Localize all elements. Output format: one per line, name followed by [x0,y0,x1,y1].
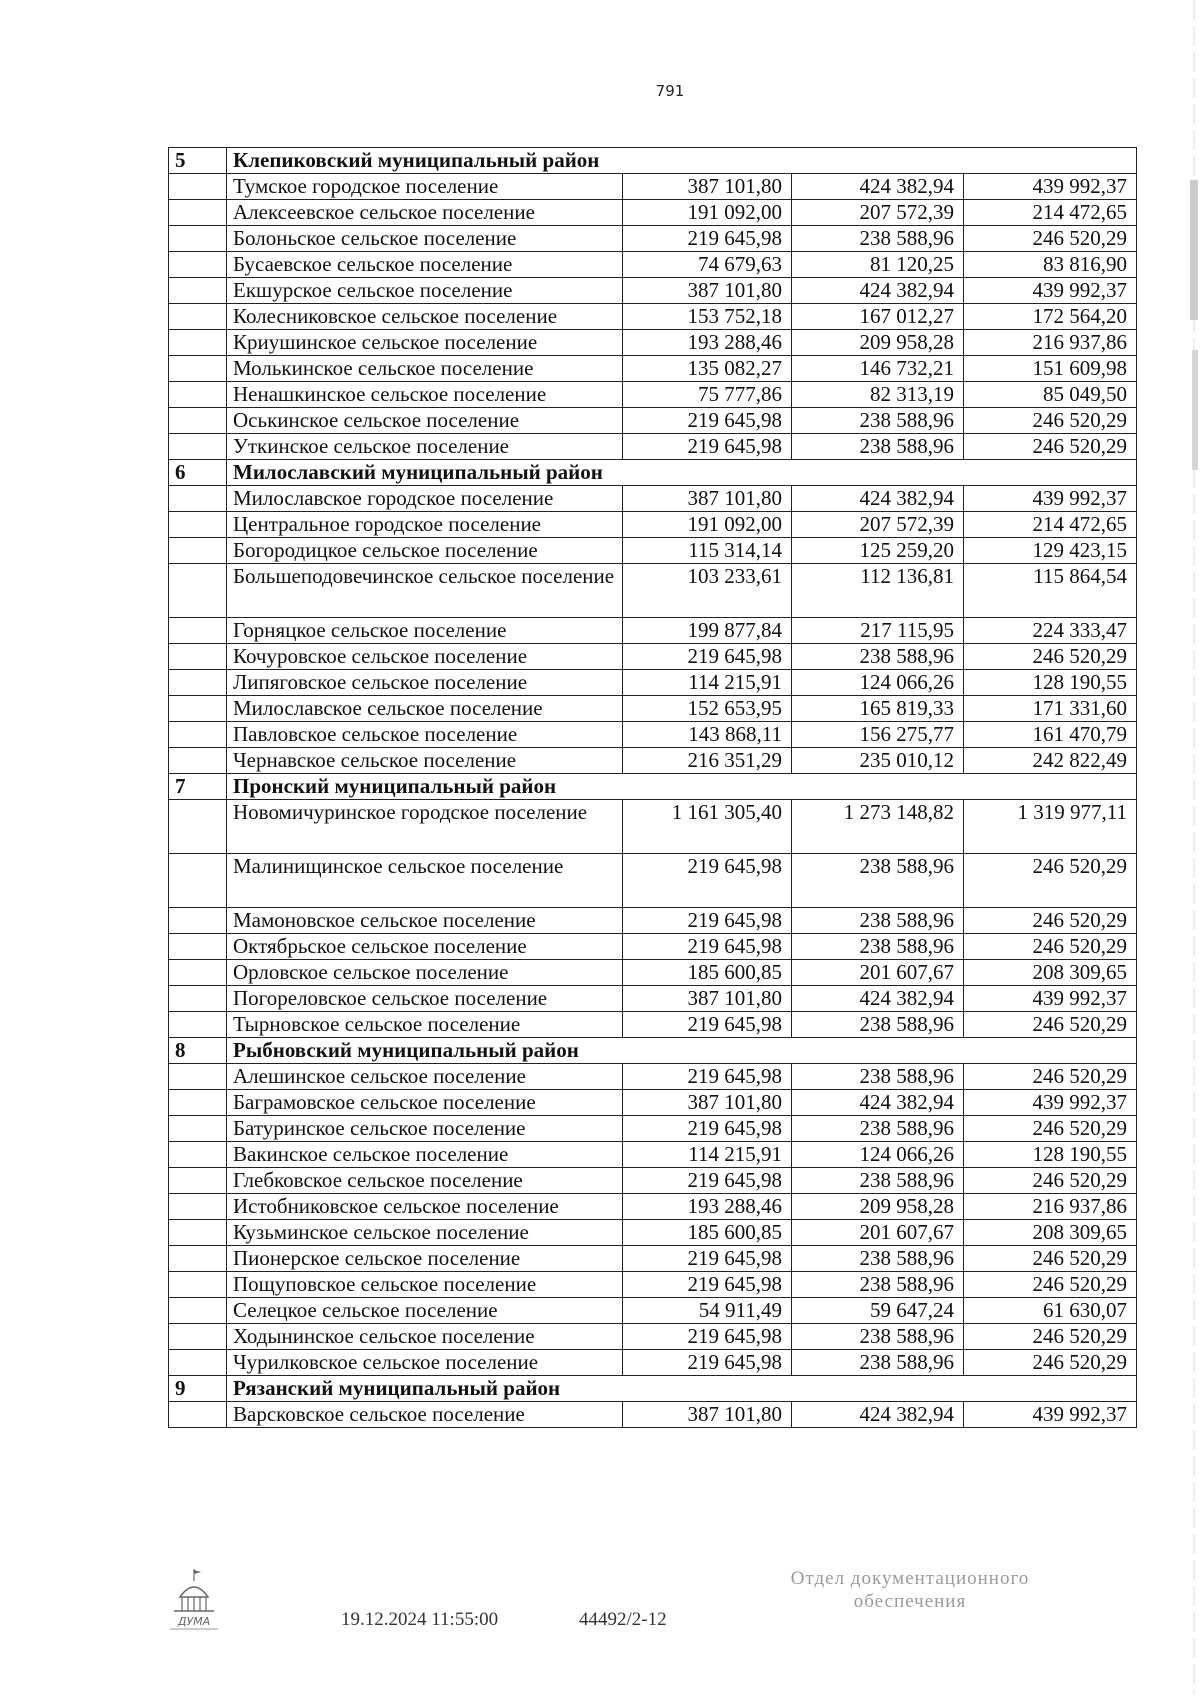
amount-year-2: 238 588,96 [792,1012,964,1038]
settlement-name: Большеподовечинское сельское поселение [227,564,623,618]
empty-index-cell [169,1090,227,1116]
amount-year-1: 193 288,46 [623,1194,792,1220]
empty-index-cell [169,670,227,696]
empty-index-cell [169,278,227,304]
empty-index-cell [169,1064,227,1090]
district-title: Милославский муниципальный район [227,460,1137,486]
amount-year-2: 238 588,96 [792,1324,964,1350]
empty-index-cell [169,722,227,748]
table-row [169,800,1137,854]
amount-year-3: 214 472,65 [964,512,1137,538]
duma-building-logo-icon [168,1567,232,1631]
district-header-row [169,774,1137,800]
table-row [169,1142,1137,1168]
amount-year-1: 219 645,98 [623,1168,792,1194]
table-row [169,1064,1137,1090]
amount-year-2: 217 115,95 [792,618,964,644]
table-row [169,356,1137,382]
empty-index-cell [169,1272,227,1298]
table-row [169,934,1137,960]
amount-year-1: 114 215,91 [623,1142,792,1168]
empty-index-cell [169,330,227,356]
amount-year-3: 171 331,60 [964,696,1137,722]
amount-year-3: 246 520,29 [964,1064,1137,1090]
empty-index-cell [169,854,227,908]
stamp-line-1: Отдел документационного [790,1568,1030,1589]
amount-year-1: 143 868,11 [623,722,792,748]
amount-year-2: 59 647,24 [792,1298,964,1324]
empty-index-cell [169,382,227,408]
amount-year-1: 185 600,85 [623,960,792,986]
amount-year-1: 219 645,98 [623,1350,792,1376]
district-title: Клепиковский муниципальный район [227,148,1137,174]
amount-year-1: 115 314,14 [623,538,792,564]
table-row [169,696,1137,722]
settlement-name: Оськинское сельское поселение [227,408,623,434]
district-number: 8 [169,1038,227,1064]
settlement-name: Кузьминское сельское поселение [227,1220,623,1246]
settlement-name: Вакинское сельское поселение [227,1142,623,1168]
amount-year-3: 208 309,65 [964,960,1137,986]
amount-year-2: 201 607,67 [792,1220,964,1246]
empty-index-cell [169,960,227,986]
table-row [169,226,1137,252]
table-row [169,960,1137,986]
amount-year-1: 191 092,00 [623,200,792,226]
amount-year-3: 439 992,37 [964,1402,1137,1428]
amount-year-3: 246 520,29 [964,408,1137,434]
district-number: 5 [169,148,227,174]
district-number: 9 [169,1376,227,1402]
amount-year-3: 246 520,29 [964,908,1137,934]
amount-year-2: 209 958,28 [792,330,964,356]
amount-year-1: 219 645,98 [623,934,792,960]
empty-index-cell [169,908,227,934]
amount-year-2: 235 010,12 [792,748,964,774]
settlement-name: Бусаевское сельское поселение [227,252,623,278]
amount-year-2: 424 382,94 [792,1402,964,1428]
district-header-row [169,460,1137,486]
settlement-name: Чурилковское сельское поселение [227,1350,623,1376]
empty-index-cell [169,1246,227,1272]
settlement-name: Ходынинское сельское поселение [227,1324,623,1350]
amount-year-3: 128 190,55 [964,670,1137,696]
amount-year-1: 103 233,61 [623,564,792,618]
settlement-name: Милославское городское поселение [227,486,623,512]
empty-index-cell [169,564,227,618]
settlement-name: Орловское сельское поселение [227,960,623,986]
empty-index-cell [169,200,227,226]
settlement-name: Тырновское сельское поселение [227,1012,623,1038]
amount-year-2: 238 588,96 [792,1350,964,1376]
amount-year-3: 216 937,86 [964,1194,1137,1220]
empty-index-cell [169,1116,227,1142]
amount-year-2: 238 588,96 [792,854,964,908]
empty-index-cell [169,1168,227,1194]
amount-year-3: 246 520,29 [964,1168,1137,1194]
amount-year-1: 75 777,86 [623,382,792,408]
amount-year-3: 151 609,98 [964,356,1137,382]
settlement-name: Пионерское сельское поселение [227,1246,623,1272]
amount-year-1: 387 101,80 [623,1402,792,1428]
amount-year-1: 54 911,49 [623,1298,792,1324]
empty-index-cell [169,356,227,382]
table-row [169,434,1137,460]
amount-year-2: 424 382,94 [792,986,964,1012]
amount-year-3: 246 520,29 [964,1272,1137,1298]
settlement-name: Центральное городское поселение [227,512,623,538]
table-row [169,908,1137,934]
amount-year-3: 85 049,50 [964,382,1137,408]
amount-year-1: 219 645,98 [623,854,792,908]
amount-year-3: 216 937,86 [964,330,1137,356]
settlement-name: Молькинское сельское поселение [227,356,623,382]
amount-year-2: 112 136,81 [792,564,964,618]
settlement-name: Глебковское сельское поселение [227,1168,623,1194]
amount-year-3: 161 470,79 [964,722,1137,748]
settlement-name: Колесниковское сельское поселение [227,304,623,330]
amount-year-1: 193 288,46 [623,330,792,356]
table-row [169,1298,1137,1324]
amount-year-3: 242 822,49 [964,748,1137,774]
table-row [169,382,1137,408]
table-row [169,408,1137,434]
settlement-name: Болоньское сельское поселение [227,226,623,252]
table-row [169,252,1137,278]
footer-date: 19.12.2024 11:55:00 [341,1609,499,1630]
amount-year-3: 246 520,29 [964,854,1137,908]
table-row [169,854,1137,908]
amount-year-2: 424 382,94 [792,174,964,200]
table-row [169,1194,1137,1220]
settlement-name: Пощуповское сельское поселение [227,1272,623,1298]
amount-year-3: 246 520,29 [964,1324,1137,1350]
amount-year-1: 152 653,95 [623,696,792,722]
amount-year-1: 219 645,98 [623,908,792,934]
table-row [169,1402,1137,1428]
amount-year-3: 246 520,29 [964,226,1137,252]
table-row [169,512,1137,538]
settlement-name: Селецкое сельское поселение [227,1298,623,1324]
amount-year-3: 214 472,65 [964,200,1137,226]
amount-year-1: 387 101,80 [623,986,792,1012]
amount-year-3: 246 520,29 [964,1350,1137,1376]
amount-year-1: 114 215,91 [623,670,792,696]
amount-year-3: 1 319 977,11 [964,800,1137,854]
amount-year-2: 238 588,96 [792,408,964,434]
settlement-name: Новомичуринское городское поселение [227,800,623,854]
amount-year-1: 219 645,98 [623,1012,792,1038]
empty-index-cell [169,934,227,960]
amount-year-1: 216 351,29 [623,748,792,774]
empty-index-cell [169,174,227,200]
amount-year-3: 246 520,29 [964,1116,1137,1142]
table-row [169,1246,1137,1272]
settlement-name: Чернавское сельское поселение [227,748,623,774]
amount-year-2: 201 607,67 [792,960,964,986]
settlement-name: Алексеевское сельское поселение [227,200,623,226]
table-row [169,1116,1137,1142]
table-row [169,174,1137,200]
amount-year-2: 81 120,25 [792,252,964,278]
amount-year-2: 238 588,96 [792,644,964,670]
table-row [169,1272,1137,1298]
amount-year-2: 238 588,96 [792,1272,964,1298]
empty-index-cell [169,304,227,330]
amount-year-1: 219 645,98 [623,1272,792,1298]
amount-year-1: 387 101,80 [623,486,792,512]
table-row [169,1012,1137,1038]
settlement-name: Малинищинское сельское поселение [227,854,623,908]
empty-index-cell [169,748,227,774]
district-number: 6 [169,460,227,486]
amount-year-1: 219 645,98 [623,644,792,670]
department-stamp [745,1567,1075,1613]
amount-year-2: 424 382,94 [792,486,964,512]
amount-year-3: 224 333,47 [964,618,1137,644]
empty-index-cell [169,538,227,564]
table-row [169,618,1137,644]
table-row [169,564,1137,618]
amount-year-1: 199 877,84 [623,618,792,644]
amount-year-3: 115 864,54 [964,564,1137,618]
amount-year-3: 439 992,37 [964,486,1137,512]
amount-year-3: 439 992,37 [964,278,1137,304]
table-row [169,200,1137,226]
amount-year-2: 238 588,96 [792,934,964,960]
settlement-name: Екшурское сельское поселение [227,278,623,304]
amount-year-2: 207 572,39 [792,512,964,538]
svg-text:ДУМА: ДУМА [177,1615,211,1628]
table-row [169,1220,1137,1246]
amount-year-2: 125 259,20 [792,538,964,564]
amount-year-1: 219 645,98 [623,408,792,434]
empty-index-cell [169,252,227,278]
amount-year-3: 246 520,29 [964,1246,1137,1272]
amount-year-3: 61 630,07 [964,1298,1137,1324]
amount-year-2: 424 382,94 [792,278,964,304]
amount-year-3: 83 816,90 [964,252,1137,278]
settlement-name: Криушинское сельское поселение [227,330,623,356]
settlement-name: Варсковское сельское поселение [227,1402,623,1428]
amount-year-1: 387 101,80 [623,174,792,200]
amount-year-2: 146 732,21 [792,356,964,382]
table-row [169,304,1137,330]
district-number: 7 [169,774,227,800]
empty-index-cell [169,1142,227,1168]
settlement-name: Уткинское сельское поселение [227,434,623,460]
amount-year-2: 238 588,96 [792,908,964,934]
district-header-row [169,1038,1137,1064]
table-row [169,722,1137,748]
table-row [169,538,1137,564]
amount-year-3: 246 520,29 [964,934,1137,960]
amount-year-3: 128 190,55 [964,1142,1137,1168]
table-row [169,1168,1137,1194]
amount-year-2: 1 273 148,82 [792,800,964,854]
district-header-row [169,148,1137,174]
empty-index-cell [169,434,227,460]
amount-year-3: 439 992,37 [964,1090,1137,1116]
table-row [169,670,1137,696]
amount-year-1: 219 645,98 [623,1116,792,1142]
empty-index-cell [169,644,227,670]
settlement-name: Истобниковское сельское поселение [227,1194,623,1220]
scan-edge-artifact [1182,0,1200,1695]
amount-year-1: 387 101,80 [623,278,792,304]
amount-year-1: 135 082,27 [623,356,792,382]
table-row [169,278,1137,304]
empty-index-cell [169,1324,227,1350]
empty-index-cell [169,1350,227,1376]
empty-index-cell [169,1298,227,1324]
amount-year-2: 124 066,26 [792,670,964,696]
amount-year-2: 238 588,96 [792,226,964,252]
amount-year-2: 207 572,39 [792,200,964,226]
amount-year-1: 387 101,80 [623,1090,792,1116]
settlement-name: Павловское сельское поселение [227,722,623,748]
amount-year-2: 167 012,27 [792,304,964,330]
table-row [169,986,1137,1012]
footer-registration-number: 44492/2-12 [579,1609,667,1630]
amount-year-3: 439 992,37 [964,174,1137,200]
table-row [169,644,1137,670]
table-row [169,486,1137,512]
amount-year-3: 246 520,29 [964,1012,1137,1038]
amount-year-1: 153 752,18 [623,304,792,330]
amount-year-2: 156 275,77 [792,722,964,748]
settlement-name: Батуринское сельское поселение [227,1116,623,1142]
amount-year-2: 238 588,96 [792,434,964,460]
empty-index-cell [169,618,227,644]
amount-year-3: 172 564,20 [964,304,1137,330]
settlement-name: Мамоновское сельское поселение [227,908,623,934]
settlement-name: Липяговское сельское поселение [227,670,623,696]
table-row [169,1350,1137,1376]
settlement-name: Погореловское сельское поселение [227,986,623,1012]
settlement-name: Горняцкое сельское поселение [227,618,623,644]
empty-index-cell [169,1402,227,1428]
amount-year-1: 219 645,98 [623,1064,792,1090]
amount-year-2: 238 588,96 [792,1168,964,1194]
amount-year-3: 246 520,29 [964,434,1137,460]
district-header-row [169,1376,1137,1402]
empty-index-cell [169,696,227,722]
settlement-name: Тумское городское поселение [227,174,623,200]
settlement-name: Ненашкинское сельское поселение [227,382,623,408]
settlement-name: Кочуровское сельское поселение [227,644,623,670]
district-title: Рязанский муниципальный район [227,1376,1137,1402]
amount-year-1: 1 161 305,40 [623,800,792,854]
amount-year-2: 238 588,96 [792,1064,964,1090]
settlement-name: Алешинское сельское поселение [227,1064,623,1090]
settlement-name: Богородицкое сельское поселение [227,538,623,564]
amount-year-1: 219 645,98 [623,1324,792,1350]
empty-index-cell [169,512,227,538]
amount-year-2: 238 588,96 [792,1116,964,1142]
page-number: 791 [655,82,685,100]
stamp-line-2: обеспечения [853,1591,967,1612]
amount-year-3: 439 992,37 [964,986,1137,1012]
amount-year-2: 165 819,33 [792,696,964,722]
amount-year-2: 238 588,96 [792,1246,964,1272]
amount-year-3: 208 309,65 [964,1220,1137,1246]
amount-year-1: 219 645,98 [623,434,792,460]
empty-index-cell [169,1012,227,1038]
amount-year-2: 424 382,94 [792,1090,964,1116]
amount-year-2: 209 958,28 [792,1194,964,1220]
table-body [169,148,1137,1428]
table-row [169,748,1137,774]
amount-year-3: 129 423,15 [964,538,1137,564]
amount-year-1: 74 679,63 [623,252,792,278]
empty-index-cell [169,408,227,434]
amount-year-2: 82 313,19 [792,382,964,408]
table-row [169,1090,1137,1116]
amount-year-1: 185 600,85 [623,1220,792,1246]
empty-index-cell [169,986,227,1012]
district-title: Рыбновский муниципальный район [227,1038,1137,1064]
empty-index-cell [169,1220,227,1246]
settlement-name: Милославское сельское поселение [227,696,623,722]
district-title: Пронский муниципальный район [227,774,1137,800]
amount-year-1: 219 645,98 [623,226,792,252]
empty-index-cell [169,486,227,512]
amount-year-1: 191 092,00 [623,512,792,538]
table-row [169,1324,1137,1350]
amount-year-1: 219 645,98 [623,1246,792,1272]
empty-index-cell [169,226,227,252]
settlement-name: Октябрьское сельское поселение [227,934,623,960]
table-row [169,330,1137,356]
amount-year-2: 124 066,26 [792,1142,964,1168]
settlements-table [168,147,1137,1428]
settlement-name: Баграмовское сельское поселение [227,1090,623,1116]
empty-index-cell [169,800,227,854]
amount-year-3: 246 520,29 [964,644,1137,670]
empty-index-cell [169,1194,227,1220]
